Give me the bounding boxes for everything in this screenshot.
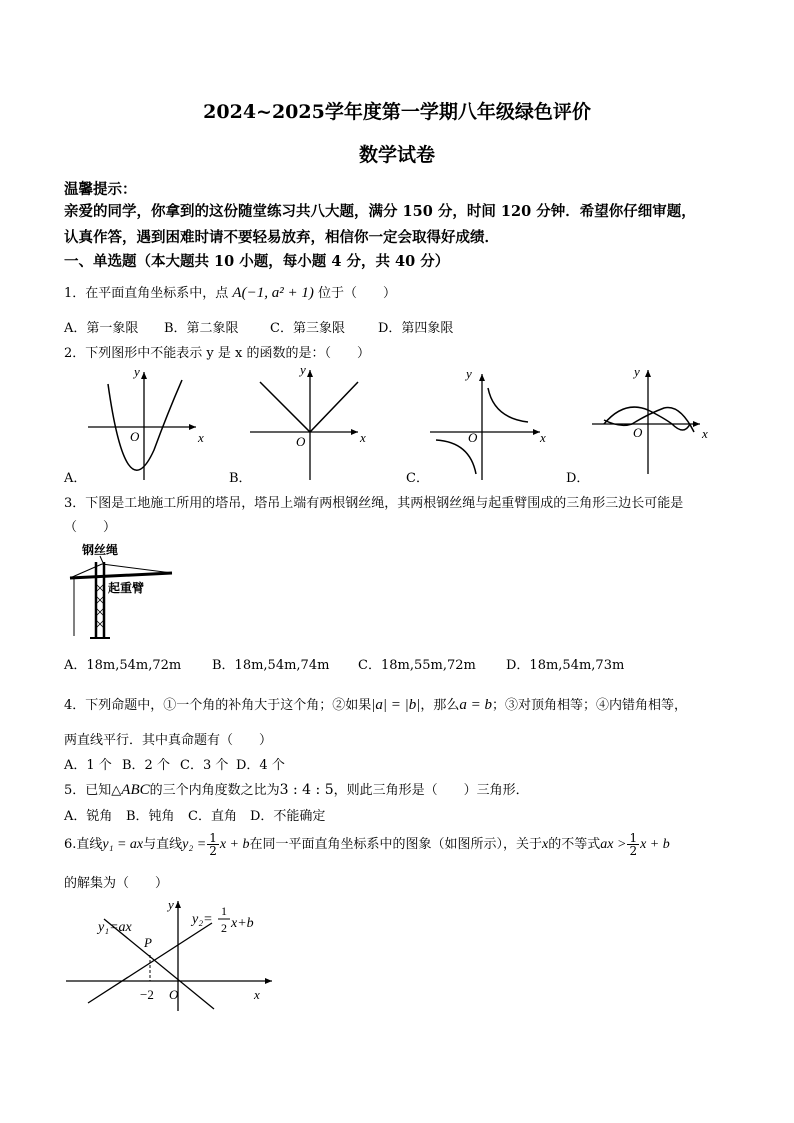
notice-line-1: 亲爱的同学，你拿到的这份随堂练习共八大题，满分 150 分，时间 120 分钟．希望你仔细审题， (64, 203, 696, 220)
graph-c-origin: O (468, 430, 478, 445)
graph-d-origin: O (633, 425, 643, 440)
crane-figure (64, 540, 176, 640)
graph-a (88, 364, 204, 480)
option-b[interactable]: B．18m,54m,74m (212, 658, 330, 673)
option-c[interactable]: C．3 个 (180, 758, 229, 773)
graph-d-label: D． (566, 471, 590, 486)
angle-ratio: 3 : 4 : 5 (279, 782, 334, 798)
graph-c (430, 366, 546, 480)
label-y: y (168, 897, 174, 912)
label-x: x (254, 987, 260, 1002)
graph-b-origin: O (296, 434, 306, 449)
graph-d (592, 364, 708, 474)
notice-line-2: 认真作答，遇到困难时请不要轻易放弃，相信你一定会取得好成绩． (64, 229, 499, 246)
question-4-line-2: 两直线平行．其中真命题有（ ） (64, 733, 273, 748)
graph-a-label: A． (64, 471, 87, 486)
question-3-line-1: 3．下图是工地施工所用的塔吊，塔吊上端有两根钢丝绳，其两根钢丝绳与起重臂围成的三角形三边长可能是 (64, 496, 684, 511)
question-6-figure (64, 895, 280, 1013)
section-1-heading: 一、单选题（本大题共 10 小题，每小题 4 分，共 40 分） (64, 253, 450, 270)
graph-d-y-label: y (634, 364, 640, 379)
option-c[interactable]: C．直角 (188, 809, 237, 824)
inequality: ax > (600, 837, 627, 852)
option-d[interactable]: D．不能确定 (250, 809, 326, 824)
graph-b-x-label: x (360, 430, 366, 445)
graph-c-y-label: y (466, 366, 472, 381)
graph-b-y-label: y (300, 362, 306, 377)
graph-b (250, 362, 366, 480)
question-3-options (64, 654, 624, 673)
question-6-line-2: 的解集为（ ） (64, 876, 169, 891)
question-4-options (64, 754, 285, 773)
option-a[interactable]: A．1 个 (64, 758, 112, 773)
option-c[interactable]: C．18m,55m,72m (358, 658, 476, 673)
question-1-stem: 1．在平面直角坐标系中，点 A(−1, a² + 1) 位于（ ） (64, 285, 396, 301)
crane-label-wire: 钢丝绳 (82, 543, 119, 557)
question-3-line-2: （ ） (64, 520, 117, 535)
option-d[interactable]: D．第四象限 (378, 321, 454, 336)
question-2-stem: 2．下列图形中不能表示 y 是 x 的函数的是：（ ） (64, 346, 370, 361)
question-2-graphs (64, 362, 744, 484)
graph-c-label: C． (406, 471, 429, 486)
option-b[interactable]: B．钝角 (126, 809, 175, 824)
option-d[interactable]: D．4 个 (236, 758, 285, 773)
page-title: 2024~2025学年度第一学期八年级绿色评价 (203, 101, 591, 123)
point-a: A(−1, a² + 1) (232, 285, 314, 301)
label-y2-suffix: x+b (231, 916, 254, 931)
notice-label: 温馨提示： (64, 181, 137, 198)
equality: a = b (459, 697, 493, 713)
label-neg-2: −2 (140, 987, 154, 1002)
question-4-line-1: 4．下列命题中，①一个角的补角大于这个角；②如果|a| = |b|，那么a = b；③对顶角相等；④内错角相等， (64, 697, 688, 713)
label-y2-prefix: y₂= (192, 912, 213, 927)
label-p: P (144, 935, 152, 950)
abs-expression: |a| = |b| (371, 697, 421, 713)
graph-a-x-label: x (198, 430, 204, 445)
option-a[interactable]: A．18m,54m,72m (64, 658, 182, 673)
label-origin: O (169, 987, 179, 1002)
question-5-stem: 5．已知△ABC的三个内角度数之比为3 : 4 : 5，则此三角形是（ ）三角形． (64, 782, 529, 798)
label-y2-den: 2 (221, 921, 227, 935)
option-a[interactable]: A．锐角 (64, 809, 113, 824)
graph-b-label: B． (229, 471, 252, 486)
question-6-line-1: 6.直线y₁ = ax与直线y₂ = $\frac{1}{2}$ x + b在同一平面直角坐标系中的图象（如图所示），关于x的不等式ax > $\frac{1}{2}$ x + b (64, 831, 670, 858)
graph-a-y-label: y (134, 364, 140, 379)
label-y2-num: 1 (221, 904, 227, 918)
option-c[interactable]: C．第三象限 (270, 321, 345, 336)
line-y1: y₁ = ax (102, 837, 144, 852)
option-b[interactable]: B．2 个 (122, 758, 170, 773)
graph-c-x-label: x (540, 430, 546, 445)
question-1-options (64, 317, 453, 336)
option-b[interactable]: B．第二象限 (164, 321, 239, 336)
triangle-abc: ABC (121, 782, 150, 798)
page-subtitle: 数学试卷 (358, 144, 435, 166)
option-d[interactable]: D．18m,54m,73m (506, 658, 625, 673)
option-a[interactable]: A．第一象限 (64, 321, 139, 336)
graph-a-origin: O (130, 429, 140, 444)
fraction-half: $\frac{1}{2}$ (209, 831, 217, 858)
label-y1: y₁=ax (98, 920, 132, 935)
question-5-options (64, 805, 325, 824)
crane-label-boom: 起重臂 (108, 581, 145, 595)
graph-d-x-label: x (702, 426, 708, 441)
